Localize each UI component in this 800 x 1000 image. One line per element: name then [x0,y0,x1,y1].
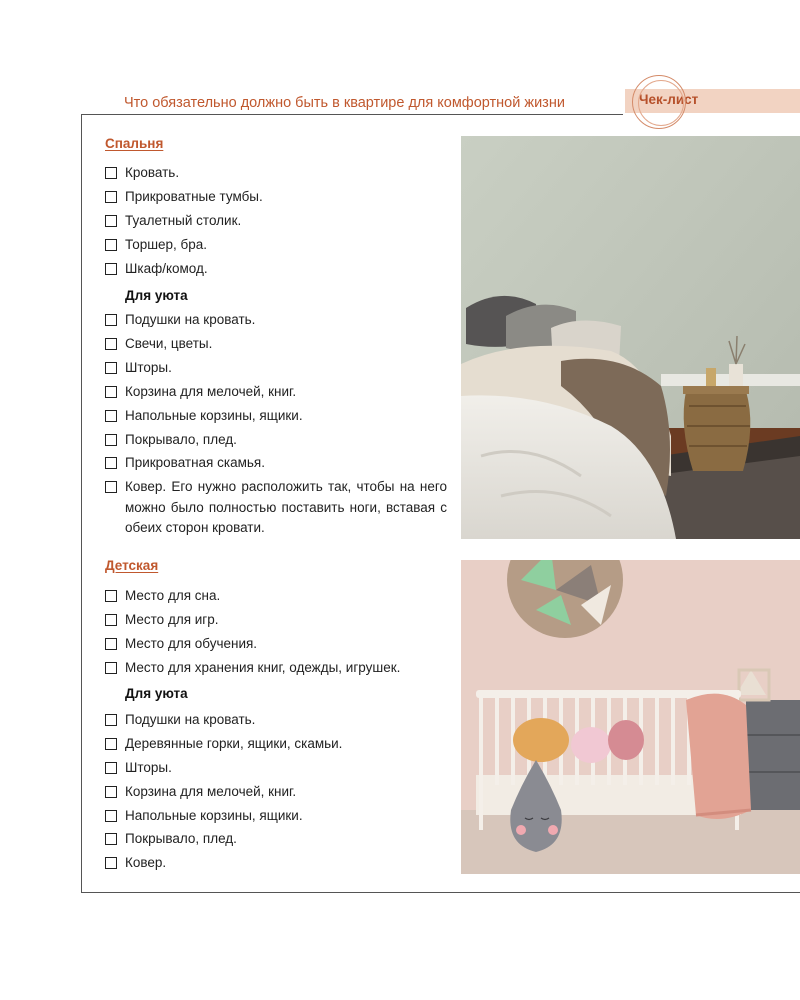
checklist-item[interactable]: Туалетный столик. [105,211,447,231]
checkbox[interactable] [105,314,117,326]
checklist-item[interactable]: Шторы. [105,758,447,778]
checklist-item[interactable]: Корзина для мелочей, книг. [105,382,447,402]
checkbox[interactable] [105,191,117,203]
checklist-item[interactable]: Прикроватные тумбы. [105,187,447,207]
checkbox[interactable] [105,434,117,446]
frame-bottom-line [81,892,800,893]
checkbox[interactable] [105,762,117,774]
checkbox[interactable] [105,810,117,822]
checkbox[interactable] [105,338,117,350]
checklist-item[interactable]: Подушки на кровать. [105,710,447,730]
checkbox[interactable] [105,590,117,602]
frame-left-line [81,114,82,893]
checklist-item[interactable]: Напольные корзины, ящики. [105,806,447,826]
bedroom-photo [461,136,800,539]
bedroom-section-title: Спальня [105,136,164,151]
checkbox[interactable] [105,215,117,227]
checklist-item[interactable]: Покрывало, плед. [105,430,447,450]
checklist-item[interactable]: Покрывало, плед. [105,829,447,849]
checkbox[interactable] [105,167,117,179]
checklist-item[interactable]: Шторы. [105,358,447,378]
checkbox[interactable] [105,457,117,469]
checklist-item[interactable]: Место для сна. [105,586,447,606]
checklist-item[interactable]: Подушки на кровать. [105,310,447,330]
checklist-item[interactable]: Место для хранения книг, одежды, игрушек. [105,658,447,678]
checklist-item[interactable]: Деревянные горки, ящики, скамьи. [105,734,447,754]
kids-comfort-subtitle: Для уюта [125,686,188,701]
checkbox[interactable] [105,263,117,275]
checklist-item[interactable]: Ковер. [105,853,447,873]
checklist-item[interactable]: Шкаф/комод. [105,259,447,279]
checklist-item[interactable]: Прикроватная скамья. [105,453,447,473]
checklist-item[interactable]: Место для игр. [105,610,447,630]
checkbox[interactable] [105,786,117,798]
checkbox[interactable] [105,662,117,674]
checkbox[interactable] [105,638,117,650]
page-header-title: Что обязательно должно быть в квартире для комфортной жизни [124,95,565,111]
kids-section-title: Детская [105,558,159,573]
checkbox[interactable] [105,614,117,626]
checkbox[interactable] [105,481,117,493]
checklist-item[interactable]: Кровать. [105,163,447,183]
checklist-tab-label: Чек-лист [639,92,699,107]
nursery-photo [461,560,800,874]
checklist-item[interactable]: Торшер, бра. [105,235,447,255]
checkbox[interactable] [105,386,117,398]
checkbox[interactable] [105,833,117,845]
bedroom-comfort-subtitle: Для уюта [125,288,188,303]
checkbox[interactable] [105,714,117,726]
checkbox[interactable] [105,857,117,869]
checklist-item[interactable]: Корзина для мелочей, книг. [105,782,447,802]
checkbox[interactable] [105,362,117,374]
checklist-item[interactable]: Напольные корзины, ящики. [105,406,447,426]
decorative-ring-inner [638,80,684,126]
checkbox[interactable] [105,410,117,422]
frame-top-line [81,114,623,115]
checkbox[interactable] [105,239,117,251]
checkbox[interactable] [105,738,117,750]
checklist-item[interactable]: Место для обучения. [105,634,447,654]
checklist-item[interactable]: Ковер. Его нужно расположить так, чтобы на него можно было полностью поставить ноги, вставая с обеих сторон кровати. [105,477,447,539]
checklist-item[interactable]: Свечи, цветы. [105,334,447,354]
